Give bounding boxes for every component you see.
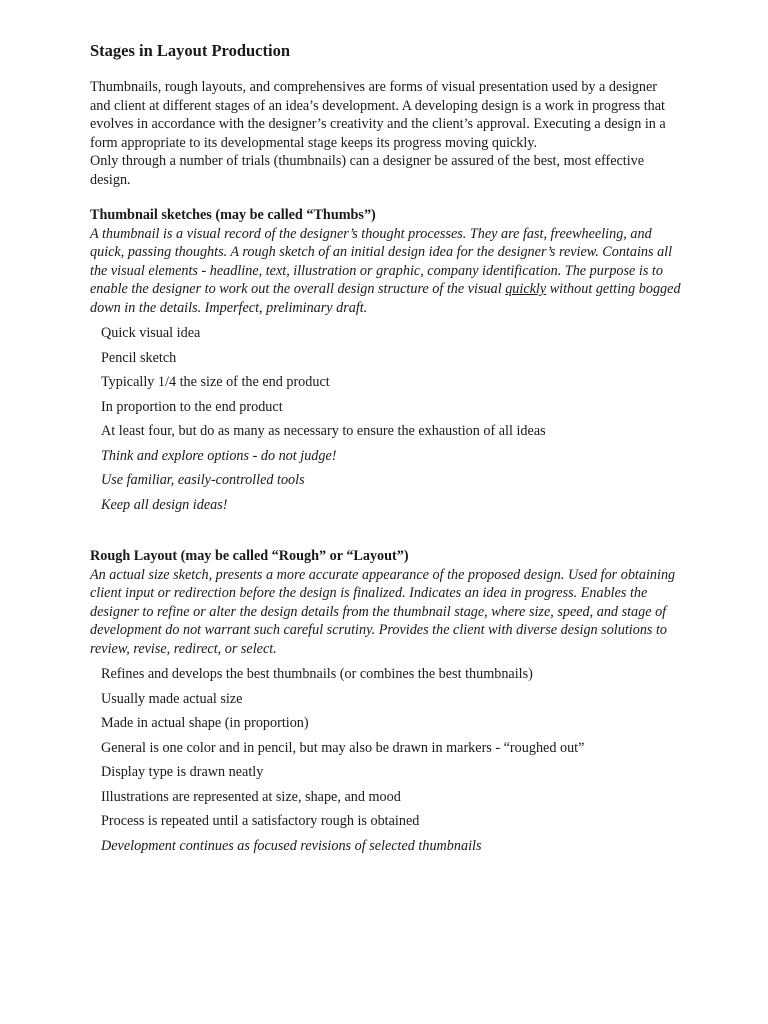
list-item: Pencil sketch [101,349,177,366]
intro-line: evolves in accordance with the designer’s creativity and the client’s approval. Executing a design in a [90,116,666,132]
list-item: Keep all design ideas! [101,496,228,513]
thumbnail-desc-line: the visual elements - headline, text, illustration or graphic, company identification. The purpose is to [90,262,663,279]
rough-desc-line: An actual size sketch, presents a more accurate appearance of the proposed design. Used for obtaining [90,566,676,583]
rough-desc-line: designer to refine or alter the design details from the thumbnail stage, where size, speed, and stage of [90,603,667,620]
underlined-word: quickly [505,281,547,297]
document-title: Stages in Layout Production [90,41,291,60]
thumbnail-desc-line: down in the details. Imperfect, preliminary draft. [90,299,368,316]
intro-paragraph [90,78,730,189]
rough-desc-line: development do not warrant such careful scrutiny. Provides the client with diverse design solutions to [90,622,668,638]
list-item: Quick visual idea [101,325,201,341]
list-item: Illustrations are represented at size, shape, and mood [101,788,401,805]
list-item: Typically 1/4 the size of the end product [101,374,330,390]
intro-line: and client at different stages of an idea’s development. A developing design is a work in progress that [90,97,665,114]
list-item: In proportion to the end product [101,398,283,415]
intro-line: design. [90,171,131,188]
document-page [90,40,730,858]
list-item: Refines and develops the best thumbnails (or combines the best thumbnails) [101,666,533,682]
list-item: Use familiar, easily-controlled tools [101,472,305,488]
rough-desc-line: review, revise, redirect, or select. [90,640,277,657]
list-item: General is one color and in pencil, but may also be drawn in markers - “roughed out” [101,739,585,756]
rough-desc-line: client input or redirection before the design is finalized. Indicates an idea in progress. Enables the [90,585,648,601]
thumbnail-heading: Thumbnail sketches (may be called “Thumbs”) [90,207,376,223]
thumbnail-desc-line [90,280,730,299]
list-item: Made in actual shape (in proportion) [101,715,309,731]
rough-layout-list [90,662,730,858]
list-item: Process is repeated until a satisfactory rough is obtained [101,813,420,829]
rough-layout-section [90,547,730,858]
list-item: Usually made actual size [101,690,243,707]
thumbnail-list [90,321,730,517]
intro-line: form appropriate to its developmental stage keeps its progress moving quickly. [90,134,538,151]
thumbnail-desc-line: quick, passing thoughts. A rough sketch of an initial design idea for the designer’s review. Contains all [90,244,673,260]
desc-text: without getting bogged [546,281,681,297]
intro-line: Thumbnails, rough layouts, and comprehensives are forms of visual presentation used by a designer [90,79,657,95]
list-item: Display type is drawn neatly [101,764,264,780]
list-item: Development continues as focused revisions of selected thumbnails [101,837,482,854]
desc-text: enable the designer to work out the overall design structure of the visual [90,281,506,297]
list-item: At least four, but do as many as necessary to ensure the exhaustion of all ideas [101,423,546,439]
rough-layout-heading: Rough Layout (may be called “Rough” or “Layout”) [90,548,409,564]
thumbnail-desc-line: A thumbnail is a visual record of the designer’s thought processes. They are fast, freewheeling, and [90,225,652,242]
thumbnail-section [90,206,730,517]
list-item: Think and explore options - do not judge! [101,447,337,464]
intro-line: Only through a number of trials (thumbnails) can a designer be assured of the best, most effective [90,153,645,169]
